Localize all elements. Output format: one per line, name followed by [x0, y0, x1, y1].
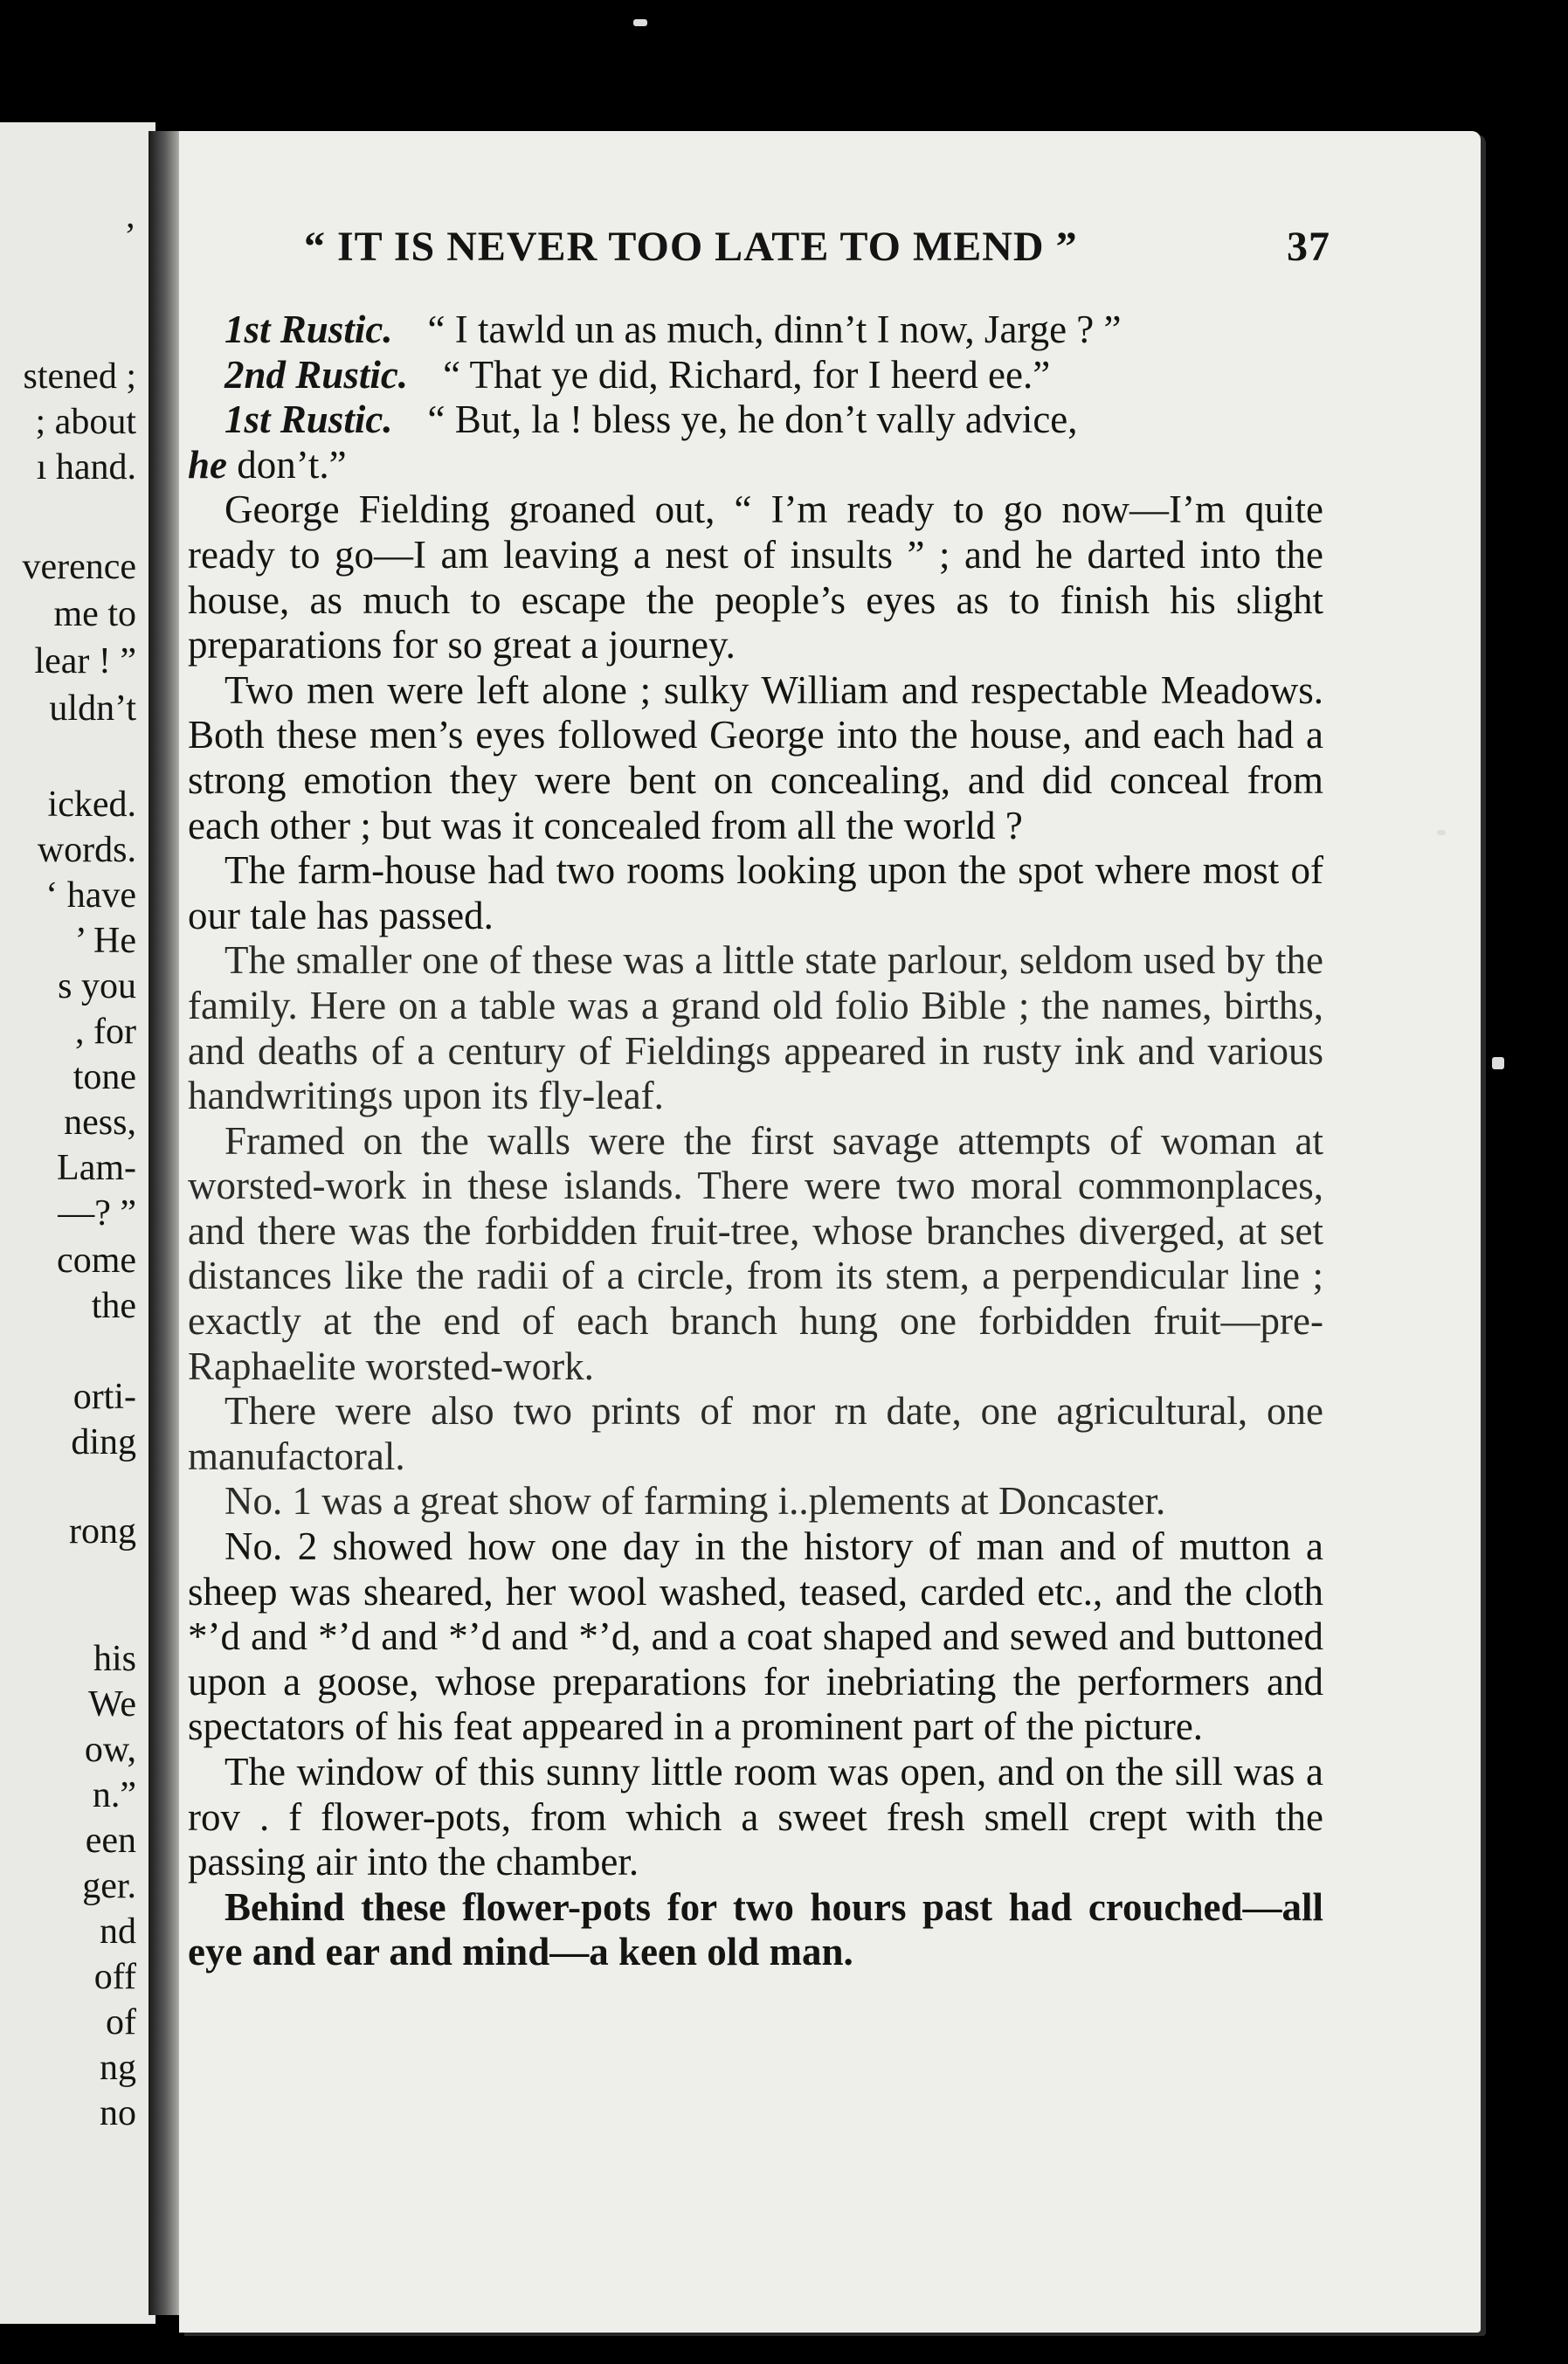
previous-page-fragment: no: [100, 2093, 136, 2133]
book-gutter: [149, 131, 183, 2315]
book-page: [179, 131, 1481, 2333]
speaker-label: 1st Rustic.: [224, 397, 393, 442]
paragraph: Two men were left alone ; sulky William and respectable Meadows. Both these men’s eyes followed George into the house, and each had a strong emotion they were bent on concealing, and did conceal from each other ; but was it concealed from all the world ?: [188, 667, 1323, 847]
previous-page-fragment: We: [88, 1684, 136, 1725]
previous-page-fragment: ’ He: [74, 921, 136, 961]
previous-page-fragment: een: [85, 1821, 136, 1861]
emphasis-word: he: [188, 442, 227, 487]
paragraph: Behind these flower-pots for two hours past had crouched—all eye and ear and mind—a keen old man.: [188, 1884, 1323, 1974]
previous-page-fragment: me to: [53, 594, 136, 634]
spoken-text: “ That ye did, Richard, for I heerd ee.”: [443, 352, 1051, 397]
spoken-text: “ But, la ! bless ye, he don’t vally advice,: [427, 397, 1078, 442]
speaker-label: 2nd Rustic.: [224, 352, 409, 397]
paragraph: The smaller one of these was a little state parlour, seldom used by the family. Here on a table was a grand old folio Bible ; the names, births, and deaths of a century of Fieldings appeared in rusty ink and various handwritings upon its fly-leaf.: [188, 938, 1323, 1118]
previous-page-fragment: words.: [37, 830, 136, 870]
paragraph: No. 1 was a great show of farming i..plements at Doncaster.: [224, 1479, 1166, 1524]
previous-page-fragment: off: [93, 1957, 136, 1997]
paragraph: The farm-house had two rooms looking upon the spot where most of our tale has passed.: [188, 848, 1323, 937]
previous-page-fragment: the: [91, 1286, 136, 1326]
dialogue-line: [188, 397, 1323, 443]
previous-page-fragment: ness,: [64, 1103, 136, 1143]
previous-page-fragment: icked.: [47, 785, 136, 825]
running-title: “ IT IS NEVER TOO LATE TO MEND ”: [304, 224, 1078, 270]
previous-page-fragment: his: [93, 1639, 136, 1679]
previous-page-fragment: ding: [71, 1422, 136, 1462]
previous-page-fragment: ; about: [35, 402, 136, 442]
previous-page-fragment: Lam-: [57, 1148, 136, 1188]
dialogue-line: [188, 353, 1323, 398]
previous-page-fragment: ‘ have: [45, 875, 136, 916]
paragraph: Framed on the walls were the first savage attempts of woman at worsted-work in these islands. There were two moral commonplaces, and there was the forbidden fruit-tree, whose branches diverged, at set distances like the radii of a circle, from its stem, a perpendicular line ; exactly at the end of each branch hung one forbidden fruit—pre-Raphaelite worsted-work.: [188, 1118, 1323, 1388]
paragraph: George Fielding groaned out, “ I’m ready to go now—I’m quite ready to go—I am leaving a nest of insults ” ; and he darted into the house, as much to escape the people’s eyes as to finish his slight preparations for so great a journey.: [188, 487, 1323, 667]
previous-page-fragment: ng: [100, 2048, 136, 2088]
paragraph: There were also two prints of mor rn date, one agricultural, one manufactoral.: [188, 1389, 1323, 1478]
previous-page-fragment: , for: [75, 1012, 136, 1052]
scan-speck: [1492, 1057, 1504, 1069]
body-text: [188, 308, 1323, 1975]
previous-page-fragment: ı hand.: [36, 447, 136, 487]
previous-page-fragment: ow,: [84, 1730, 136, 1770]
scan-speck: [633, 19, 647, 26]
previous-page-fragment: s you: [58, 966, 136, 1006]
previous-page-fragment: nd: [100, 1911, 136, 1952]
running-header: [304, 223, 1330, 271]
spoken-text: don’t.”: [227, 442, 347, 487]
previous-page-fragment: n.”: [92, 1775, 136, 1815]
dialogue-line: [188, 308, 1323, 353]
previous-page-fragment: come: [57, 1241, 136, 1281]
speaker-label: 1st Rustic.: [224, 308, 393, 351]
previous-page-fragment: of: [106, 2002, 136, 2043]
previous-page-fragment: lear ! ”: [34, 641, 136, 681]
dialogue-continuation: [188, 443, 1323, 488]
previous-page: [0, 122, 155, 2324]
paragraph: The window of this sunny little room was open, and on the sill was a rov . f flower-pots, from which a sweet fresh smell crept with the passing air into the chamber.: [188, 1750, 1323, 1884]
paragraph: No. 2 showed how one day in the history of man and of mutton a sheep was sheared, her wool washed, teased, carded etc., and the cloth *’d and *’d and *’d and *’d, and a coat shaped and sewed and buttoned upon a goose, whose preparations for inebriating the performers and spectators of his feat appeared in a prominent part of the picture.: [188, 1524, 1323, 1749]
previous-page-fragment: uldn’t: [49, 688, 136, 729]
previous-page-fragment: orti-: [73, 1377, 136, 1417]
page-number: 37: [1287, 224, 1330, 270]
scan-speck: [1437, 830, 1446, 835]
previous-page-fragment: ger.: [82, 1866, 136, 1906]
previous-page-fragment: stened ;: [23, 356, 136, 397]
previous-page-fragment: rong: [69, 1511, 136, 1552]
previous-page-fragment: —? ”: [58, 1193, 136, 1234]
previous-page-fragment: tone: [73, 1057, 136, 1097]
spoken-text: “ I tawld un as much, dinn’t I now, Jarge ? ”: [427, 308, 1122, 351]
previous-page-fragment: verence: [22, 547, 136, 587]
previous-page-fragment: ’: [124, 217, 136, 257]
